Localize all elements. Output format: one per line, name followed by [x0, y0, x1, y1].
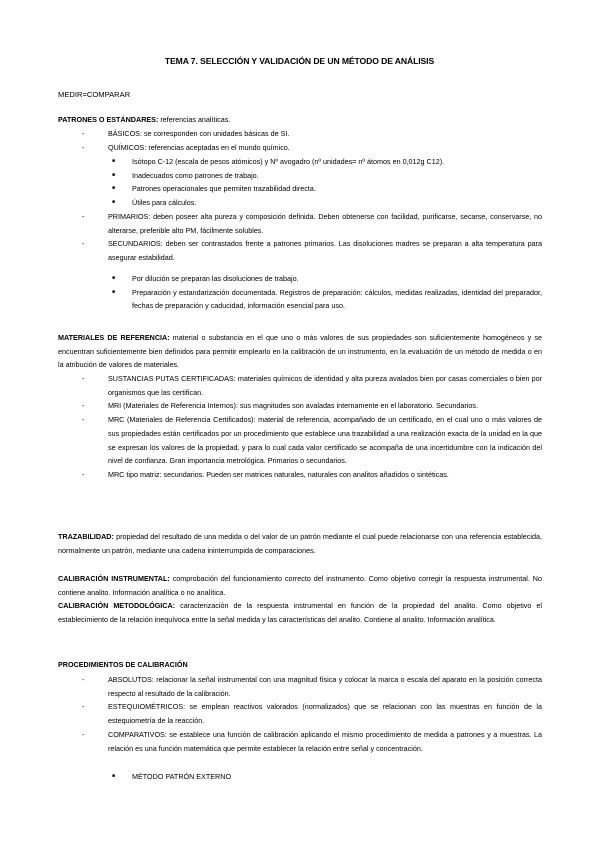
list-item: - BÁSICOS: se corresponden con unidades básicas de SI. [82, 129, 290, 138]
procedimientos-list [82, 673, 542, 755]
list-item: - MRC tipo matriz: secundarios. Pueden ser matrices naturales, naturales con analitos añadidos o sintéticas. [82, 469, 449, 479]
list-item: ■ Útiles para cálculos. [112, 198, 197, 208]
list-item: - MRI (Materiales de Referencia Internos): sus magnitudes son avaladas internamente en el laboratorio. Secundarios. [82, 401, 478, 411]
list-item: - SUSTANCIAS PUTAS CERTIFICADAS: materiales químicos de identidad y alta pureza avalados bien por casas comerciales o bien por organismos que las certifican. [82, 374, 542, 397]
section-calibracion: CALIBRACIÓN INSTRUMENTAL: comprobación del funcionamiento correcto del instrumento. Como objetivo corregir la respuesta instrumental. No contiene analito. Información analítica o no analítica. CALIBRACIÓN METODOLÓGICA: caracterización de la respuesta instrumental en función de la propiedad del analito. Como objetivo el establecimiento de la relación inequívoca entre la señal medida y las características del analito. Contiene al analito. Información analítica. [58, 574, 542, 625]
materiales-text: material o substancia en el que uno o más valores de sus propiedades son suficientemente homogéneos y se encuentran suficientemente bien definidos para permitir emplearlo en la calibración de un instrumento, en la evaluación de un método de medida o en la atribución de valores de materiales. [58, 333, 542, 370]
comparativos-sublist [112, 770, 542, 784]
heading-procedimientos: PROCEDIMIENTOS DE CALIBRACIÓN [58, 660, 188, 669]
section-patrones-heading [58, 113, 542, 127]
secundarios-sublist [112, 272, 542, 313]
list-item: ■ Preparación y estandarización documentada. Registros de preparación: cálculos, medidas realizadas, identidad del preparador, fechas de preparación y caducidad, información esencial para uso. [112, 287, 542, 311]
heading-cal-metodologica: CALIBRACIÓN METODOLÓGICA: [58, 601, 176, 611]
list-item: ■ Inadecuados como patrones de trabajo. [112, 170, 259, 180]
heading-trazabilidad: TRAZABILIDAD: [58, 532, 114, 541]
page-subtitle: MEDIR=COMPARAR [58, 90, 131, 99]
heading-cal-instrumental: CALIBRACIÓN INSTRUMENTAL: [58, 574, 170, 583]
list-item: ■ Por dilución se preparan las disoluciones de trabajo. [112, 274, 299, 283]
materiales-list [82, 372, 542, 482]
heading-patrones: PATRONES O ESTÁNDARES: [58, 115, 159, 124]
list-item: ■ Patrones operacionales que permiten trazabilidad directa. [112, 184, 316, 194]
list-item: ■ Isótopo C-12 (escala de pesos atómicos) y Nº avogadro (nº unidades= nº átomos en 0,012g C12). [112, 157, 445, 166]
list-item: - QUÍMICOS: referencias aceptadas en el mundo químico. [82, 142, 290, 152]
patrones-list [82, 127, 542, 154]
list-item: - COMPARATIVOS: se establece una función de calibración aplicando el mismo procedimiento de medida a patrones y a muestras. La relación es una función matemática que permite establecer la relación entre señal y concentración. [82, 729, 542, 753]
page-title: TEMA 7. SELECCIÓN Y VALIDACIÓN DE UN MÉTODO DE ANÁLISIS [164, 56, 435, 66]
heading-patrones-rest: referencias analíticas. [158, 115, 231, 124]
section-trazabilidad: TRAZABILIDAD: propiedad del resultado de una medida o del valor de un patrón mediante el cual puede relacionarse con una referencia establecida, normalmente un patrón, mediante una cadena ininterrumpida de comparaciones. [58, 532, 542, 555]
heading-materiales: MATERIALES DE REFERENCIA: [58, 333, 170, 342]
list-item: - ESTEQUIOMÉTRICOS: se emplean reactivos valorados (normalizados) que se relacionan con las muestras en función de la estequiometría de la reacción. [82, 702, 542, 726]
quimicos-sublist [112, 155, 542, 210]
list-item: - SECUNDARIOS: deben ser contrastados frente a patrones primarios. Las disoluciones madres se preparan a alta temperatura para asegurar estabilidad. [82, 239, 542, 263]
list-item: - PRIMARIOS: deben poseer alta pureza y composición definida. Deben obtenerse con facilidad, purificarse, secarse, conservarse, no alterarse, preferible alto PM, fácilmente solubles. [82, 212, 542, 235]
patrones-list-2 [82, 210, 542, 265]
section-procedimientos-heading [58, 658, 542, 672]
list-item: - ABSOLUTOS: relacionar la señal instrumental con una magnitud física y colocar la marca o escala del aparato en la posición correcta respecto al resultado de la calibración. [82, 675, 542, 698]
list-item: ■ MÉTODO PATRÓN EXTERNO [112, 772, 232, 781]
section-materiales [58, 331, 542, 372]
list-item: - MRC (Materiales de Referencia Certificados): material de referencia, acompañado de un certificado, en el cual uno o más valores de sus propiedades están certificados por un procedimiento que establece una trazabilidad a una realización exacta de la unidad en la que se expresan los valores de la propiedad, y para lo cual cada valor certificado se acompaña de una incertidumbre con la indicación del nivel de confianza. Gran importancia metrológica. Primarios o secundarios. [82, 415, 542, 466]
